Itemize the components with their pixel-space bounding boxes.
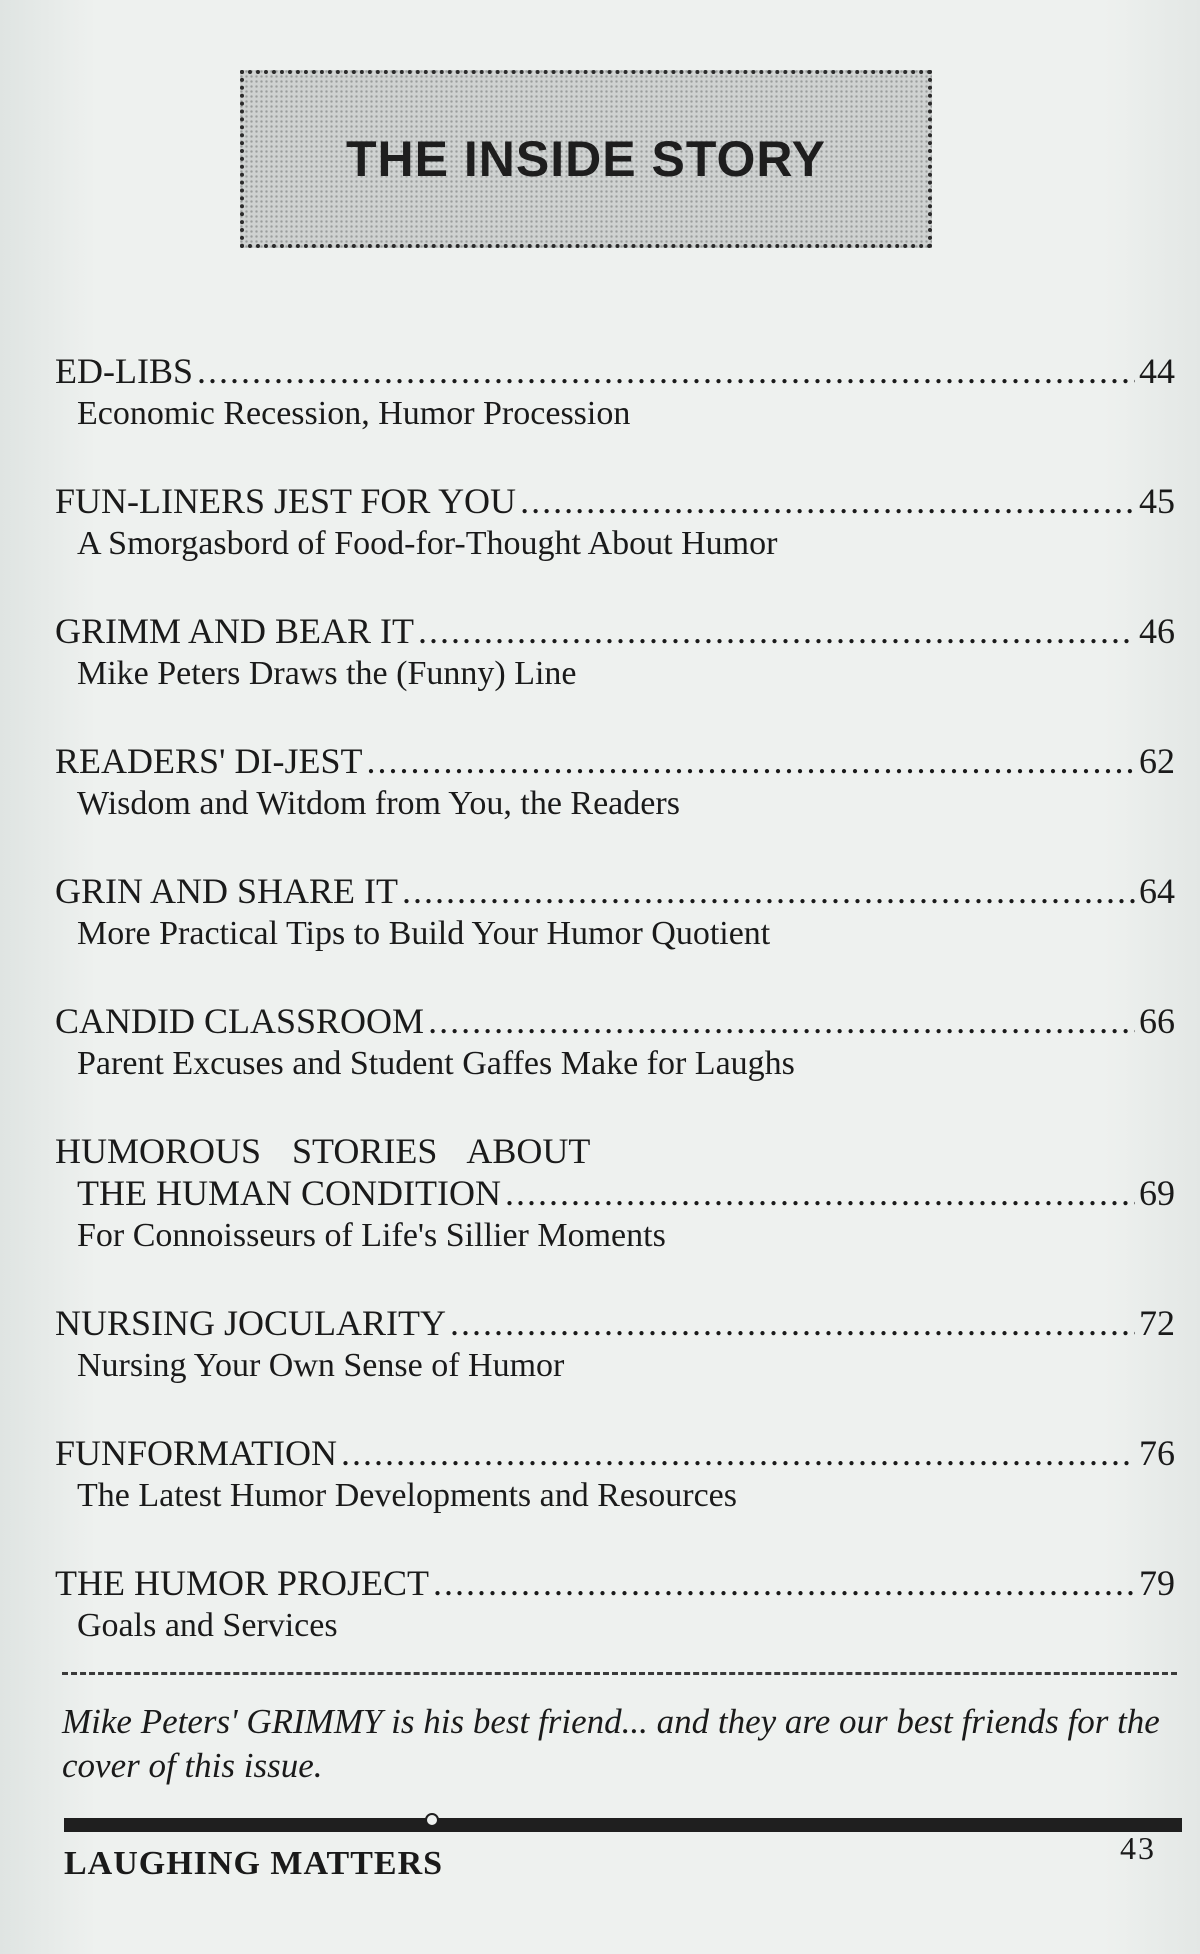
- toc-entry-title: ED-LIBS: [55, 351, 193, 391]
- dashed-divider: [62, 1672, 1177, 1675]
- dot-leader: [428, 1000, 1135, 1042]
- toc-entry-subtitle: Nursing Your Own Sense of Humor: [77, 1347, 565, 1384]
- toc-entry-title: THE HUMAN CONDITION: [77, 1173, 501, 1213]
- toc-entry-page: 44: [1139, 351, 1175, 391]
- footer-rule-ornament: [425, 1813, 439, 1827]
- toc-entry[interactable]: [55, 480, 1175, 610]
- toc-entry-subtitle: Economic Recession, Humor Procession: [77, 395, 631, 432]
- toc-entry[interactable]: [55, 1432, 1175, 1562]
- toc-entry-page: 72: [1139, 1303, 1175, 1343]
- toc-entry-subtitle: More Practical Tips to Build Your Humor Quotient: [77, 915, 771, 952]
- dot-leader: [341, 1432, 1135, 1474]
- toc-entry-title: THE HUMOR PROJECT: [55, 1563, 430, 1603]
- cover-caption: Mike Peters' GRIMMY is his best friend... and they are our best friends for the cover of this issue.: [62, 1702, 1160, 1785]
- page-title: THE INSIDE STORY: [346, 131, 826, 187]
- toc-entry-page: 79: [1139, 1563, 1175, 1603]
- toc-entry[interactable]: [55, 740, 1175, 870]
- toc-entry-title: GRIN AND SHARE IT: [55, 871, 399, 911]
- toc-entry[interactable]: [55, 1130, 1175, 1302]
- toc-entry[interactable]: [55, 1302, 1175, 1432]
- toc-entry-subtitle: Goals and Services: [77, 1607, 338, 1644]
- footer-rule: [64, 1818, 1182, 1832]
- dot-leader: [450, 1302, 1135, 1344]
- dot-leader: [402, 870, 1135, 912]
- toc-entry-title: GRIMM AND BEAR IT: [55, 611, 415, 651]
- toc-entry-subtitle: Mike Peters Draws the (Funny) Line: [77, 655, 577, 692]
- toc-entry-page: 45: [1139, 481, 1175, 521]
- toc-entry-page: 46: [1139, 611, 1175, 651]
- toc-entry-line: [55, 350, 1175, 392]
- toc-entry-page: 62: [1139, 741, 1175, 781]
- dot-leader: [367, 740, 1136, 782]
- toc-entry-page: 76: [1139, 1433, 1175, 1473]
- toc-entry-title: FUN-LINERS JEST FOR YOU: [55, 481, 517, 521]
- toc-entry-page: 69: [1139, 1173, 1175, 1213]
- toc-entry-page: 66: [1139, 1001, 1175, 1041]
- toc-entry-line: [55, 1302, 1175, 1344]
- dot-leader: [505, 1172, 1135, 1214]
- title-banner: [240, 70, 932, 248]
- toc-entry-line: [55, 610, 1175, 652]
- toc-entry-title: READERS' DI-JEST: [55, 741, 363, 781]
- toc-entry[interactable]: [55, 610, 1175, 740]
- toc-entry-title-line1: HUMOROUS STORIES ABOUT: [55, 1131, 591, 1171]
- toc-entry-line: [55, 1432, 1175, 1474]
- toc-entry-subtitle: Parent Excuses and Student Gaffes Make for Laughs: [77, 1045, 795, 1082]
- dot-leader: [418, 610, 1135, 652]
- toc-entry-page: 64: [1139, 871, 1175, 911]
- toc-entry[interactable]: [55, 350, 1175, 480]
- toc-entry-line: [55, 1562, 1175, 1604]
- toc-entry-title: CANDID CLASSROOM: [55, 1001, 425, 1041]
- toc-entry-title: NURSING JOCULARITY: [55, 1303, 447, 1343]
- toc-entry-line: [55, 1172, 1175, 1214]
- dot-leader: [520, 480, 1135, 522]
- dot-leader: [433, 1562, 1135, 1604]
- toc-entry[interactable]: [55, 870, 1175, 1000]
- toc-entry-subtitle: The Latest Humor Developments and Resources: [77, 1477, 737, 1514]
- publication-name: LAUGHING MATTERS: [64, 1845, 444, 1882]
- page-number: 43: [1120, 1830, 1156, 1866]
- toc-entry-subtitle: A Smorgasbord of Food-for-Thought About Humor: [77, 525, 778, 562]
- toc-entry[interactable]: [55, 1000, 1175, 1130]
- toc-entry-line: [55, 870, 1175, 912]
- toc-entry-line: [55, 740, 1175, 782]
- toc-entry-line: [55, 480, 1175, 522]
- dot-leader: [197, 350, 1135, 392]
- toc-entry-subtitle: For Connoisseurs of Life's Sillier Moments: [77, 1217, 666, 1254]
- table-of-contents: [55, 350, 1175, 1692]
- toc-entry-subtitle: Wisdom and Witdom from You, the Readers: [77, 785, 680, 822]
- toc-entry-line: [55, 1000, 1175, 1042]
- toc-entry-title: FUNFORMATION: [55, 1433, 338, 1473]
